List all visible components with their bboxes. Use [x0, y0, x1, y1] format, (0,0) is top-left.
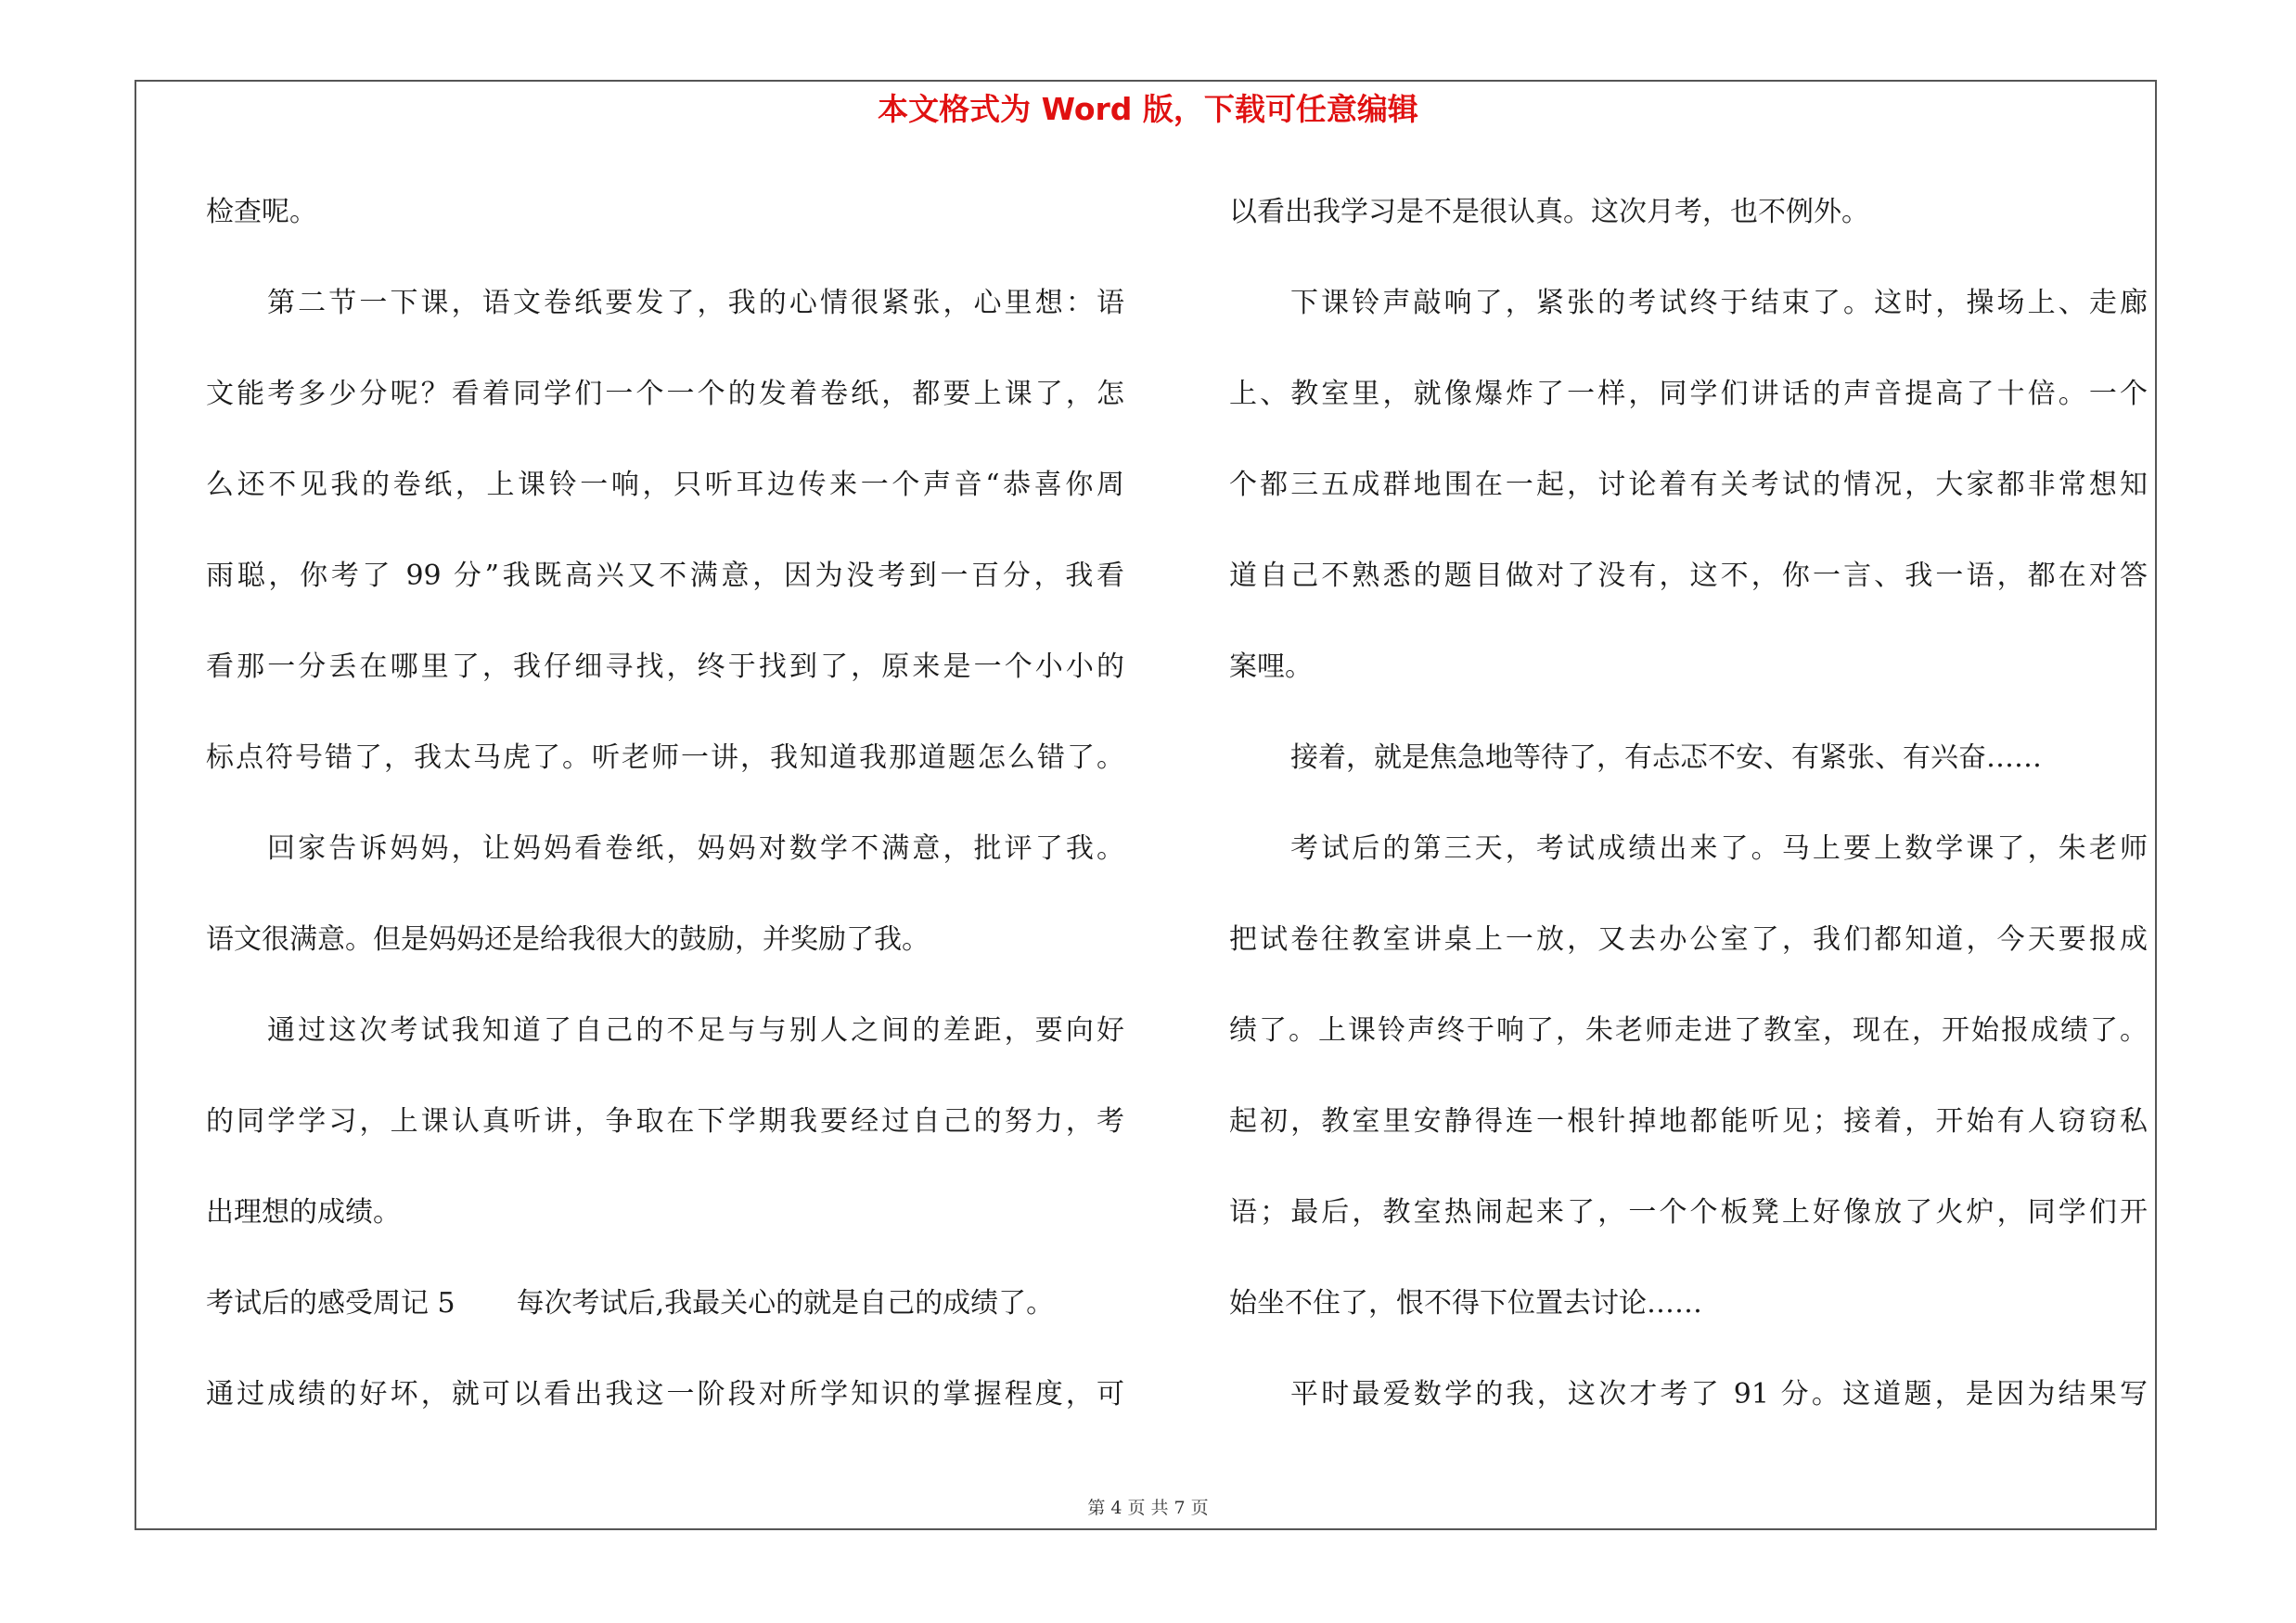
left-column [206, 186, 1124, 1459]
text-line: 以看出我学习是不是很认真。这次月考，也不例外。 [1229, 196, 1869, 228]
text-line: 的同学学习，上课认真听讲，争取在下学期我要经过自己的努力，考 [206, 1105, 1124, 1138]
text-line: 检查呢。 [206, 196, 317, 228]
text-line: 通过成绩的好坏，就可以看出我这一阶段对所学知识的掌握程度，可 [206, 1378, 1124, 1410]
text-line: 看那一分丢在哪里了，我仔细寻找，终于找到了，原来是一个小小的 [206, 650, 1124, 683]
text-line: 上、教室里，就像爆炸了一样，同学们讲话的声音提高了十倍。一个 [1229, 378, 2148, 410]
text-line: 接着，就是焦急地等待了，有忐忑不安、有紧张、有兴奋…… [1290, 741, 2042, 774]
text-line: 始坐不住了，恨不得下位置去讨论…… [1229, 1287, 1702, 1320]
essay-heading-line [206, 1277, 1124, 1368]
text-line: 第二节一下课，语文卷纸要发了，我的心情很紧张，心里想：语 [267, 287, 1124, 319]
text-line: 平时最爱数学的我，这次才考了 91 分。这道题，是因为结果写 [1290, 1378, 2148, 1410]
text-line: 语；最后，教室热闹起来了，一个个板凳上好像放了火炉，同学们开 [1229, 1196, 2148, 1229]
text-line: 下课铃声敲响了，紧张的考试终于结束了。这时，操场上、走廊 [1290, 287, 2148, 319]
text-line: 起初，教室里安静得连一根针掉地都能听见；接着，开始有人窃窃私 [1229, 1105, 2148, 1138]
right-column [1229, 186, 2148, 1459]
text-line: 回家告诉妈妈，让妈妈看卷纸，妈妈对数学不满意，批评了我。 [267, 832, 1124, 865]
text-line: 标点符号错了，我太马虎了。听老师一讲，我知道我那道题怎么错了。 [206, 741, 1124, 774]
page-number-footer: 第 4 页 共 7 页 [1087, 1498, 1209, 1518]
text-line: 么还不见我的卷纸，上课铃一响，只听耳边传来一个声音“恭喜你周 [206, 469, 1124, 501]
header-banner: 本文格式为 Word 版，下载可任意编辑 [878, 91, 1418, 127]
text-line: 雨聪，你考了 99 分”我既高兴又不满意，因为没考到一百分，我看 [206, 560, 1124, 592]
text-line: 语文很满意。但是妈妈还是给我很大的鼓励，并奖励了我。 [206, 923, 930, 956]
text-line: 把试卷往教室讲桌上一放，又去办公室了，我们都知道，今天要报成 [1229, 923, 2148, 956]
essay-heading-text: 每次考试后,我最关心的就是自己的成绩了。 [516, 1287, 1055, 1320]
text-line: 绩了。上课铃声终于响了，朱老师走进了教室，现在，开始报成绩了。 [1229, 1014, 2148, 1047]
text-line: 案哩。 [1229, 650, 1313, 683]
text-line: 个都三五成群地围在一起，讨论着有关考试的情况，大家都非常想知 [1229, 469, 2148, 501]
text-line: 通过这次考试我知道了自己的不足与与别人之间的差距，要向好 [267, 1014, 1124, 1047]
text-line: 文能考多少分呢？看着同学们一个一个的发着卷纸，都要上课了，怎 [206, 378, 1124, 410]
text-line: 考试后的第三天，考试成绩出来了。马上要上数学课了，朱老师 [1290, 832, 2148, 865]
text-line: 出理想的成绩。 [206, 1196, 401, 1229]
text-line: 道自己不熟悉的题目做对了没有，这不，你一言、我一语，都在对答 [1229, 560, 2148, 592]
essay-heading: 考试后的感受周记 5 [206, 1287, 455, 1320]
